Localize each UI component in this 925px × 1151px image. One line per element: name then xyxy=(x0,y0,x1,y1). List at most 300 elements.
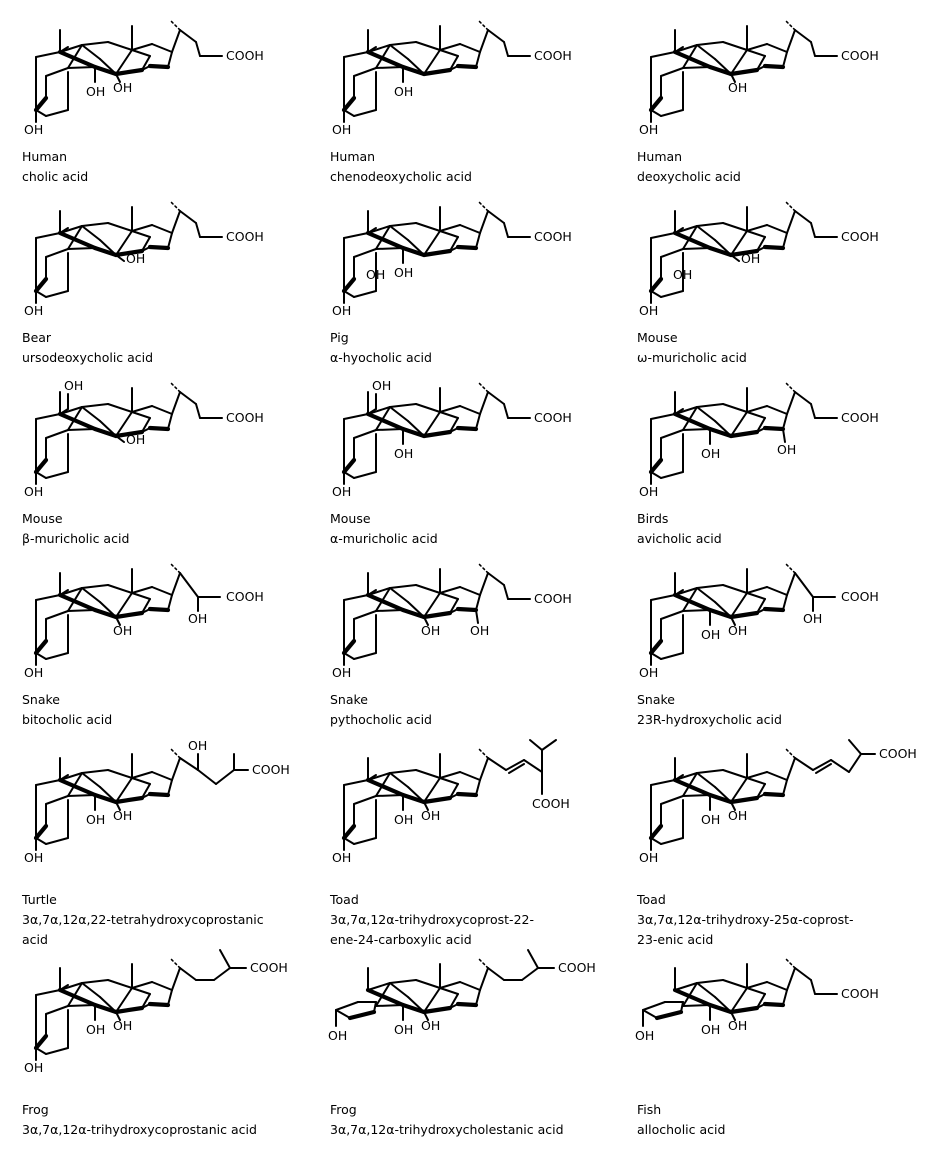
bond xyxy=(697,404,723,407)
bond xyxy=(416,980,440,988)
bond xyxy=(350,1012,374,1018)
bond xyxy=(354,838,376,844)
species-label: Frog xyxy=(22,1102,49,1117)
oh-label-3: OH xyxy=(24,484,44,499)
stereo-methyl xyxy=(170,563,180,573)
bond xyxy=(458,247,476,248)
bond xyxy=(152,44,172,52)
bond xyxy=(480,968,488,990)
bond xyxy=(344,414,368,419)
structure-drawing xyxy=(635,555,925,690)
bond xyxy=(116,798,142,802)
bond xyxy=(460,225,480,233)
bond xyxy=(424,1008,450,1012)
stereo-methyl xyxy=(478,563,488,573)
oh-label-16: OH xyxy=(470,623,490,638)
bond xyxy=(376,795,403,796)
stereo-methyl xyxy=(478,748,488,758)
bond xyxy=(651,52,675,57)
bond xyxy=(172,30,180,52)
carboxyl-label: COOH xyxy=(226,589,264,604)
bond xyxy=(488,968,504,980)
bond xyxy=(783,233,787,248)
bond xyxy=(767,587,787,595)
bond xyxy=(651,279,661,291)
bond xyxy=(747,778,765,784)
species-label: Snake xyxy=(22,692,61,707)
bond xyxy=(180,392,196,404)
oh-label-7: OH xyxy=(394,84,414,99)
bond xyxy=(168,780,172,795)
species-label: Turtle xyxy=(22,892,57,907)
bond xyxy=(344,98,354,110)
bond xyxy=(767,225,787,233)
structure-drawing xyxy=(20,12,310,147)
species-label: Pig xyxy=(330,330,349,345)
bond xyxy=(132,988,150,994)
bond xyxy=(683,1005,710,1006)
bond xyxy=(530,740,542,750)
bond xyxy=(132,225,152,231)
bond xyxy=(504,223,508,237)
acid-caption xyxy=(637,328,747,368)
oh-label-3: OH xyxy=(24,1060,44,1075)
carboxyl-label: COOH xyxy=(558,960,596,975)
bond xyxy=(82,45,100,59)
bond xyxy=(344,641,354,653)
bond xyxy=(747,412,765,418)
bond xyxy=(476,610,478,623)
bond xyxy=(440,50,458,56)
acid-name-label: 23R-hydroxycholic acid xyxy=(637,712,782,727)
structure-drawing xyxy=(20,374,310,509)
bond xyxy=(36,472,46,478)
bond xyxy=(150,1004,168,1005)
bond xyxy=(390,45,408,59)
structure-drawing xyxy=(328,740,618,875)
bond xyxy=(661,430,683,438)
acid-name-label: 3α,7α,12α-trihydroxycholestanic acid xyxy=(330,1122,564,1137)
stereo-methyl xyxy=(785,201,795,211)
acid-name-label: 3α,7α,12α-trihydroxycoprostanic acid xyxy=(22,1122,257,1137)
structure-drawing xyxy=(635,740,925,875)
bond xyxy=(68,67,95,68)
bond xyxy=(476,414,480,429)
bond xyxy=(476,233,480,248)
bond xyxy=(440,587,460,593)
bond xyxy=(132,44,152,50)
bond xyxy=(723,223,747,231)
acid-caption xyxy=(330,690,432,730)
bond xyxy=(416,42,440,50)
oh-label-12: OH xyxy=(728,80,748,95)
bond xyxy=(643,1002,665,1010)
species-label: Birds xyxy=(637,511,669,526)
stereo-methyl xyxy=(170,201,180,211)
bond xyxy=(767,406,787,414)
acid-name-label: 23-enic acid xyxy=(637,932,714,947)
bond xyxy=(416,404,440,412)
bond xyxy=(440,44,460,50)
carboxyl-label: COOH xyxy=(879,746,917,761)
bond xyxy=(376,429,403,430)
bond xyxy=(765,247,783,248)
bond xyxy=(82,588,100,602)
bond xyxy=(354,430,376,438)
structure-drawing xyxy=(635,950,925,1085)
structure-drawing xyxy=(328,193,618,328)
bond xyxy=(683,795,710,796)
bond xyxy=(795,392,811,404)
species-label: Mouse xyxy=(330,511,371,526)
oh-label-12: OH xyxy=(421,623,441,638)
oh-label-23: OH xyxy=(188,611,208,626)
bond xyxy=(811,42,815,56)
bond xyxy=(458,794,476,795)
bond xyxy=(116,70,142,74)
oh-label-6: OH xyxy=(673,267,693,282)
bond xyxy=(46,249,68,257)
bond xyxy=(390,226,408,240)
bond xyxy=(440,412,458,418)
bond xyxy=(488,758,506,770)
bond xyxy=(82,773,100,787)
oh-label-3: OH xyxy=(332,122,352,137)
oh-label-7: OH xyxy=(394,1022,414,1037)
oh-label-7: OH xyxy=(394,446,414,461)
oh-label-7: OH xyxy=(394,812,414,827)
bond xyxy=(783,990,787,1005)
bond xyxy=(651,780,675,785)
acid-name-label: 3α,7α,12α-trihydroxycoprost-22- xyxy=(330,912,534,927)
bond xyxy=(424,251,450,255)
bond xyxy=(416,770,440,778)
oh-label-3: OH xyxy=(332,850,352,865)
bond xyxy=(816,764,831,773)
bond xyxy=(196,42,200,56)
bond xyxy=(390,983,408,997)
bond xyxy=(150,609,168,610)
structure-drawing xyxy=(20,740,310,875)
bond xyxy=(697,980,723,983)
bond xyxy=(82,980,108,983)
bond xyxy=(168,233,172,248)
structure-drawing xyxy=(20,555,310,690)
acid-caption xyxy=(22,147,88,187)
bond xyxy=(150,247,168,248)
bond xyxy=(46,430,68,438)
oh-label-3: OH xyxy=(639,122,659,137)
bond xyxy=(504,585,508,599)
carboxyl-label: COOH xyxy=(534,591,572,606)
bond xyxy=(731,1008,757,1012)
bond xyxy=(811,404,815,418)
bond xyxy=(661,291,683,297)
bond xyxy=(480,573,488,595)
bond xyxy=(651,414,675,419)
acid-name-label: acid xyxy=(22,932,48,947)
bond xyxy=(731,613,757,617)
bond xyxy=(783,429,785,442)
bond xyxy=(82,226,100,240)
bond xyxy=(476,52,480,67)
acid-name-label: 3α,7α,12α-trihydroxy-25α-coprost- xyxy=(637,912,854,927)
bond xyxy=(651,838,661,844)
stereo-methyl xyxy=(785,958,795,968)
bond xyxy=(344,279,354,291)
acid-name-label: α-hyocholic acid xyxy=(330,350,432,365)
bond xyxy=(424,432,450,436)
bond xyxy=(152,772,172,780)
bond xyxy=(376,1005,403,1006)
bond xyxy=(767,44,787,52)
bond xyxy=(458,1004,476,1005)
bond xyxy=(376,248,403,249)
bond xyxy=(651,233,675,238)
acid-name-label: β-muricholic acid xyxy=(22,531,130,546)
bond xyxy=(46,838,68,844)
acid-caption xyxy=(330,890,534,950)
bond xyxy=(697,773,715,787)
bond xyxy=(697,226,715,240)
species-label: Human xyxy=(22,149,68,164)
bond xyxy=(683,429,710,430)
bond xyxy=(723,770,747,778)
bond xyxy=(354,653,376,659)
bond xyxy=(132,587,152,593)
bond xyxy=(132,406,152,412)
bond xyxy=(440,982,460,988)
bond xyxy=(36,52,60,57)
bond xyxy=(82,983,100,997)
oh-label-3: OH xyxy=(24,122,44,137)
bond xyxy=(198,770,216,784)
acid-name-label: ene-24-carboxylic acid xyxy=(330,932,472,947)
bond xyxy=(374,1002,376,1012)
bond xyxy=(196,404,200,418)
oh-label-7: OH xyxy=(394,265,414,280)
bond xyxy=(416,223,440,231)
bond xyxy=(747,988,765,994)
bond xyxy=(354,110,376,116)
bond xyxy=(765,794,783,795)
oh-label-3: OH xyxy=(24,665,44,680)
bond xyxy=(460,44,480,52)
acid-caption xyxy=(637,509,722,549)
bond xyxy=(440,988,458,994)
bond xyxy=(172,211,180,233)
bond xyxy=(440,772,460,778)
bond xyxy=(504,42,508,56)
bond xyxy=(795,211,811,223)
bond xyxy=(152,587,172,595)
stereo-methyl xyxy=(785,563,795,573)
bond xyxy=(36,1036,46,1048)
bond xyxy=(376,67,403,68)
bond xyxy=(46,110,68,116)
bond xyxy=(214,968,230,980)
oh-label-12: OH xyxy=(421,1018,441,1033)
species-label: Mouse xyxy=(637,330,678,345)
bond xyxy=(765,428,783,429)
bond xyxy=(661,796,683,804)
oh-label-3: OH xyxy=(24,303,44,318)
bond xyxy=(354,249,376,257)
bond xyxy=(168,595,172,610)
structure-drawing xyxy=(635,193,925,328)
structure-drawing xyxy=(635,12,925,147)
stereo-methyl xyxy=(785,20,795,30)
bond xyxy=(116,613,142,617)
acid-caption xyxy=(22,328,153,368)
bond xyxy=(46,653,68,659)
bond xyxy=(440,231,458,237)
oh-label-7: OH xyxy=(701,1022,721,1037)
bond xyxy=(424,613,450,617)
bond xyxy=(68,795,95,796)
bond xyxy=(108,42,132,50)
bond xyxy=(132,778,150,784)
bond xyxy=(180,573,198,597)
bond xyxy=(795,968,811,980)
bond xyxy=(767,982,787,990)
bond xyxy=(460,982,480,990)
oh-label-12: OH xyxy=(113,1018,133,1033)
bond xyxy=(651,110,661,116)
stereo-methyl xyxy=(478,382,488,392)
stereo-methyl xyxy=(170,958,180,968)
oh-label-7: OH xyxy=(701,446,721,461)
bond xyxy=(849,740,861,754)
bond xyxy=(651,826,661,838)
bond xyxy=(168,52,172,67)
bond xyxy=(116,1008,142,1012)
bond xyxy=(344,110,354,116)
bond xyxy=(68,248,95,249)
bond xyxy=(390,770,416,773)
bond xyxy=(36,653,46,659)
oh-label-3: OH xyxy=(328,1028,348,1043)
bond xyxy=(787,573,795,595)
bond xyxy=(36,291,46,297)
carboxyl-label: COOH xyxy=(250,960,288,975)
carboxyl-label: COOH xyxy=(841,229,879,244)
stereo-methyl xyxy=(785,382,795,392)
structure-drawing xyxy=(328,12,618,147)
bond xyxy=(831,760,849,772)
bond xyxy=(344,233,368,238)
structure-drawing xyxy=(20,950,310,1085)
bond xyxy=(68,429,95,430)
bond xyxy=(132,50,150,56)
bond xyxy=(509,764,524,773)
bond xyxy=(150,428,168,429)
species-label: Toad xyxy=(330,892,359,907)
bond xyxy=(731,432,757,436)
species-label: Toad xyxy=(637,892,666,907)
structure-drawing xyxy=(328,950,618,1085)
structure-drawing xyxy=(328,555,618,690)
bond xyxy=(651,291,661,297)
bond xyxy=(651,98,661,110)
bond xyxy=(336,1010,350,1018)
bond xyxy=(522,968,538,980)
oh-label-7: OH xyxy=(126,432,146,447)
species-label: Bear xyxy=(22,330,52,345)
bond xyxy=(196,223,200,237)
stereo-methyl xyxy=(170,20,180,30)
bond xyxy=(354,291,376,297)
bond xyxy=(36,595,60,600)
bond xyxy=(795,573,813,597)
bond xyxy=(108,404,132,412)
carboxyl-label: COOH xyxy=(841,410,879,425)
carboxyl-label: COOH xyxy=(226,410,264,425)
bond xyxy=(150,794,168,795)
oh-label-12: OH xyxy=(728,808,748,823)
bond xyxy=(36,780,60,785)
bond xyxy=(152,982,172,990)
bond xyxy=(651,641,661,653)
bond xyxy=(36,110,46,116)
bond xyxy=(132,982,152,988)
bond xyxy=(68,1005,95,1006)
bond xyxy=(661,611,683,619)
bond xyxy=(795,758,813,770)
carboxyl-label: COOH xyxy=(841,589,879,604)
bond xyxy=(36,279,46,291)
bond xyxy=(416,585,440,593)
bond xyxy=(36,460,46,472)
bond xyxy=(683,610,710,611)
carboxyl-label: COOH xyxy=(532,796,570,811)
bond xyxy=(344,780,368,785)
bond xyxy=(488,30,504,42)
bond xyxy=(354,472,376,478)
bond xyxy=(376,610,403,611)
stereo-methyl xyxy=(478,958,488,968)
stereo-methyl xyxy=(478,201,488,211)
bond xyxy=(108,770,132,778)
bond xyxy=(849,754,861,772)
acid-caption xyxy=(637,890,854,950)
acid-name-label: ω-muricholic acid xyxy=(637,350,747,365)
bond xyxy=(480,30,488,52)
bond xyxy=(697,407,715,421)
carboxyl-label: COOH xyxy=(226,48,264,63)
oh-label-3: OH xyxy=(639,850,659,865)
bond xyxy=(460,406,480,414)
oh-label-3: OH xyxy=(24,850,44,865)
oh-label-3: OH xyxy=(332,484,352,499)
bond xyxy=(168,990,172,1005)
bond xyxy=(697,983,715,997)
bond xyxy=(723,404,747,412)
structure-drawing xyxy=(635,374,925,509)
carboxyl-label: COOH xyxy=(534,410,572,425)
bond xyxy=(344,52,368,57)
bond xyxy=(46,796,68,804)
bond xyxy=(480,211,488,233)
bond xyxy=(46,611,68,619)
bond xyxy=(344,460,354,472)
bond xyxy=(344,838,354,844)
bond xyxy=(390,42,416,45)
bond xyxy=(787,211,795,233)
bond xyxy=(697,45,715,59)
bond xyxy=(488,211,504,223)
bond xyxy=(390,223,416,226)
